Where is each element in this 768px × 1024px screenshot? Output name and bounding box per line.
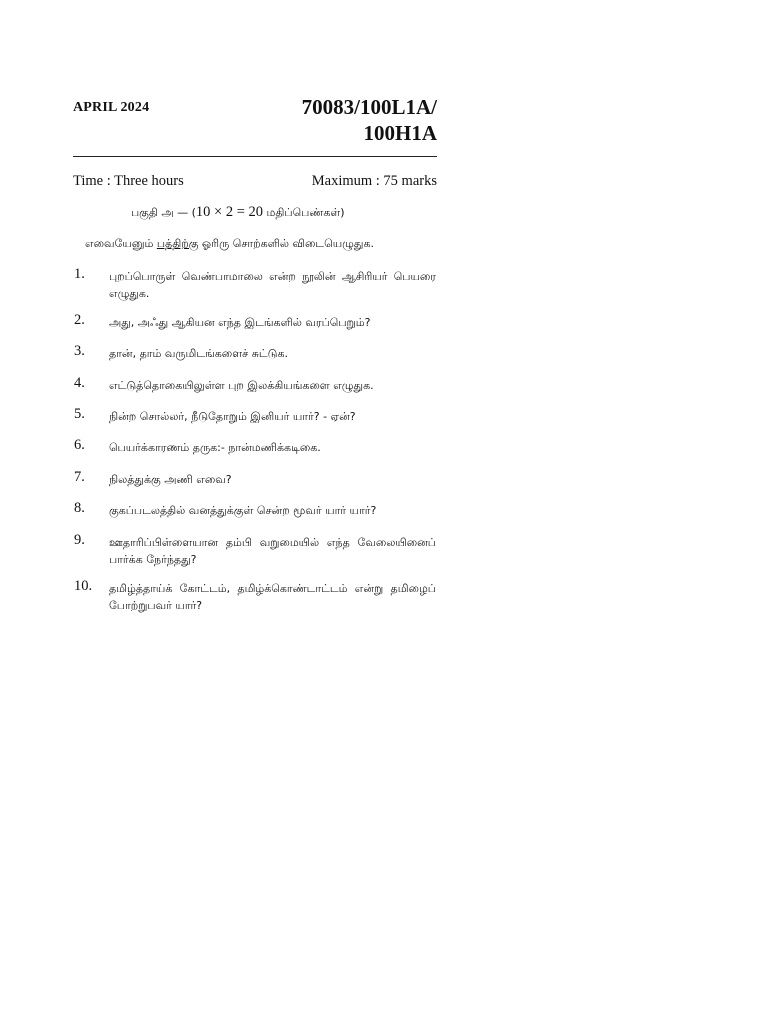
question-number: 3. xyxy=(74,343,85,359)
question-number: 1. xyxy=(74,266,85,282)
exam-code-line-2: 100H1A xyxy=(363,121,437,145)
question-number: 6. xyxy=(74,437,85,453)
section-title-suffix: மதிப்பெண்கள்) xyxy=(263,206,345,219)
question-number: 10. xyxy=(74,578,93,594)
question-text: நிலத்துக்கு அணி எவை? xyxy=(109,473,232,486)
question-text: நின்ற சொல்லர், நீடுதோறும் இனியர் யார்? - ஏன்? xyxy=(109,410,356,423)
question-text: தமிழ்த்தாய்க் கோட்டம், தமிழ்க்கொண்டாட்டம் என்று தமிழைப் போற்றுபவர் யார்? xyxy=(109,582,436,612)
exam-date: APRIL 2024 xyxy=(73,100,150,115)
question-text: புறப்பொருள் வெண்பாமாலை என்ற நூலின் ஆசிரியர் பெயரை எழுதுக. xyxy=(109,270,436,300)
exam-code-line-1: 70083/100L1A/ xyxy=(301,95,437,119)
question-number: 7. xyxy=(74,469,85,485)
instruction-after: ஓரிரு சொற்களில் விடையெழுதுக. xyxy=(198,237,374,250)
question-text: எட்டுத்தொகையிலுள்ள புற இலக்கியங்களை எழுதுக. xyxy=(109,379,374,392)
question-text: குகப்படலத்தில் வனத்துக்குள் சென்ற மூவர் யார் யார்? xyxy=(109,504,377,517)
question-number: 9. xyxy=(74,532,85,548)
question-text: அது, அஃது ஆகியன எந்த இடங்களில் வரப்பெறும்? xyxy=(109,316,371,329)
section-marks-formula: 10 × 2 = 20 xyxy=(195,204,264,220)
instruction-underlined: பத்திற்கு xyxy=(156,237,199,250)
question-number: 5. xyxy=(74,406,85,422)
section-title-prefix: பகுதி அ — ( xyxy=(131,206,196,219)
section-instruction xyxy=(85,237,374,252)
question-text: ஊதாரிப்பிள்ளையான தம்பி வறுமையில் எந்த வேலையினைப் பார்க்க நேர்ந்தது? xyxy=(109,536,436,566)
header-divider xyxy=(73,156,437,157)
question-text: பெயர்க்காரணம் தருக:- நான்மணிக்கடிகை. xyxy=(109,441,321,454)
exam-code xyxy=(302,94,437,146)
question-number: 4. xyxy=(74,375,85,391)
exam-duration: Time : Three hours xyxy=(73,173,184,189)
question-text: தான், தாம் வருமிடங்களைச் சுட்டுக. xyxy=(109,347,289,360)
instruction-before: எவையேனும் xyxy=(85,237,157,250)
question-number: 8. xyxy=(74,500,85,516)
question-number: 2. xyxy=(74,312,85,328)
exam-max-marks: Maximum : 75 marks xyxy=(311,173,437,189)
exam-header xyxy=(73,94,437,154)
section-title xyxy=(131,204,345,221)
